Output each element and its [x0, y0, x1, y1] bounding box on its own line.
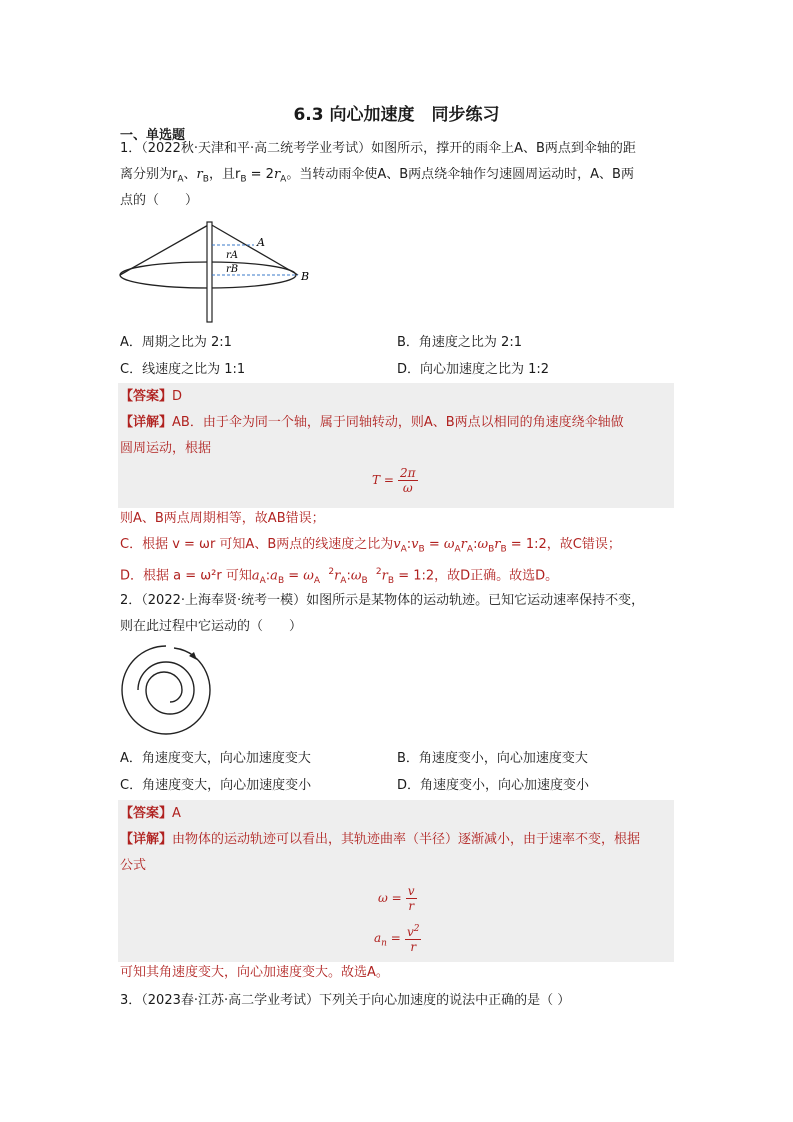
q1-line-3: 点的（ ）: [120, 193, 199, 208]
umbrella-figure: [118, 220, 318, 324]
q2-option-d: D．角速度变小，向心加速度变小: [397, 778, 590, 793]
q2-detail-3: 可知其角速度变大，向心加速度变大。故选A。: [120, 965, 389, 980]
q1-detail-2: 圆周运动，根据: [120, 441, 212, 456]
spiral-trajectory-figure: [118, 642, 214, 738]
label-ra: rA: [226, 250, 239, 261]
page-title: 6.3 向心加速度 同步练习: [293, 105, 500, 125]
q1-detail-3: 则A、B两点周期相等，故AB错误；: [120, 511, 325, 526]
q2-option-c: C．角速度变大，向心加速度变小: [120, 778, 312, 793]
label-rb: rB: [226, 264, 239, 275]
q2-answer: 【答案】A: [120, 806, 181, 821]
q1-detail-4: C．根据 v = ωr 可知A、B两点的线速度之比为$v_A:v_B$ = $\omega_Ar_A:\omega_Br_B$ = 1:2，故C错误；: [120, 537, 621, 555]
q1-line-2: 离分别为$r_A$、$r_B$，且$r_B = 2r_A$。当转动雨伞使A、B两点绕伞轴作匀速圆周运动时，A、B两: [120, 167, 634, 185]
q1-line-1: 1．（2022秋·天津和平·高二统考学业考试）如图所示，撑开的雨伞上A、B两点到伞轴的距: [120, 141, 636, 156]
q2-option-a: A．角速度变大，向心加速度变大: [120, 751, 311, 766]
q2-detail-2: 公式: [120, 858, 147, 873]
q1-detail-1: 【详解】AB．由于伞为同一个轴，属于同轴转动，则A、B两点以相同的角速度绕伞轴做: [120, 415, 624, 430]
q1-formula-period: T = $\frac{2\pi}{\omega}$: [372, 466, 416, 495]
label-a: A: [257, 236, 265, 249]
label-b: B: [301, 270, 310, 283]
q3-line-1: 3．（2023春·江苏·高二学业考试）下列关于向心加速度的说法中正确的是（ ）: [120, 993, 571, 1008]
q1-option-a: A．周期之比为 2:1: [120, 335, 232, 350]
q2-detail-1: 【详解】由物体的运动轨迹可以看出，其轨迹曲率（半径）逐渐减小，由于速率不变，根据: [120, 832, 641, 847]
q1-option-d: D．向心加速度之比为 1:2: [397, 362, 550, 377]
q1-detail-5: D．根据 a = ω²r 可知$a_A:a_B = \omega_A$ $^2r_A:\omega_B$ $^2r_B$ = 1:2，故D正确。故选D。: [120, 567, 559, 586]
q1-option-c: C．线速度之比为 1:1: [120, 362, 246, 377]
q2-line-1: 2．（2022·上海奉贤·统考一模）如图所示是某物体的运动轨迹。已知它运动速率保持不变，: [120, 593, 645, 608]
q2-option-b: B．角速度变小，向心加速度变大: [397, 751, 588, 766]
q2-formula-omega: ω = $\frac{v}{r}$: [378, 884, 415, 913]
q1-answer: 【答案】D: [120, 389, 183, 404]
q1-option-b: B．角速度之比为 2:1: [397, 335, 522, 350]
q2-formula-an: $a_n$ = $\frac{v^2}{r}$: [374, 924, 420, 954]
q2-line-2: 则在此过程中它运动的（ ）: [120, 619, 303, 634]
section-heading: 一、单选题: [120, 128, 186, 143]
